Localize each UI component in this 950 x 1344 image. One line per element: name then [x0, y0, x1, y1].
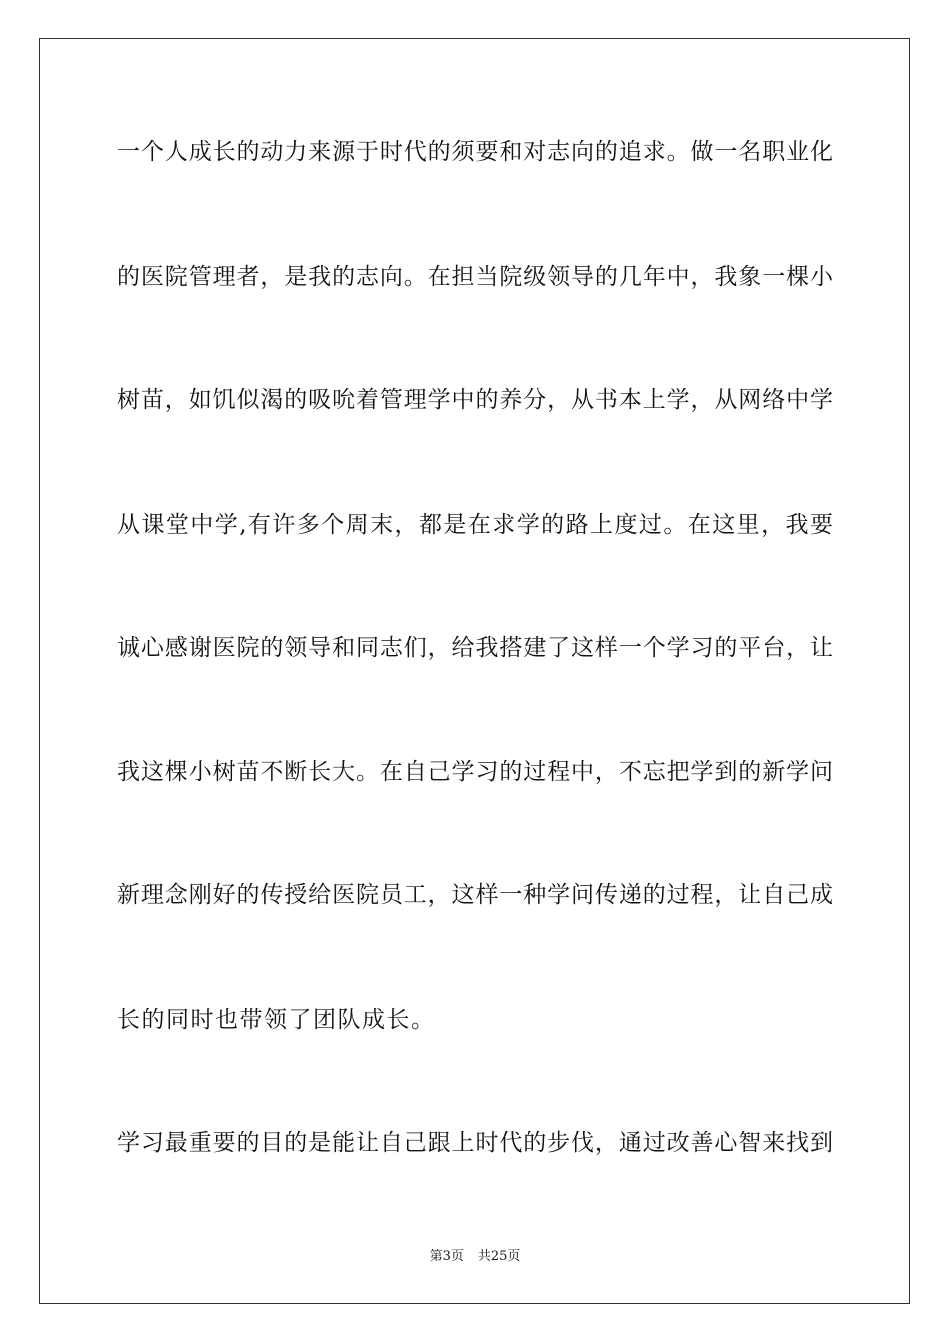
paragraph-line-9: 学习最重要的目的是能让自己跟上时代的步伐，通过改善心智来找到: [117, 1130, 833, 1156]
paragraph-line-8: 长的同时也带领了团队成长。: [117, 1007, 436, 1033]
page-frame: [39, 38, 910, 1304]
paragraph-line-5: 诚心感谢医院的领导和同志们，给我搭建了这样一个学习的平台，让: [117, 635, 833, 661]
page-footer: [0, 1248, 950, 1266]
paragraph-line-6: 我这棵小树苗不断长大。在自己学习的过程中，不忘把学到的新学问: [117, 759, 833, 785]
paragraph-line-7: 新理念刚好的传授给医院员工，这样一种学问传递的过程，让自己成: [117, 882, 833, 908]
paragraph-line-1: 一个人成长的动力来源于时代的须要和对志向的追求。做一名职业化: [117, 139, 833, 165]
total-pages: 共25页: [477, 1249, 521, 1264]
paragraph-line-2: 的医院管理者，是我的志向。在担当院级领导的几年中，我象一棵小: [117, 264, 833, 290]
paragraph-line-3: 树苗，如饥似渴的吸吮着管理学中的养分，从书本上学，从网络中学: [117, 387, 833, 413]
page-number: 第3页: [429, 1249, 464, 1264]
paragraph-line-4: 从课堂中学,有许多个周末，都是在求学的路上度过。在这里，我要: [117, 512, 833, 538]
